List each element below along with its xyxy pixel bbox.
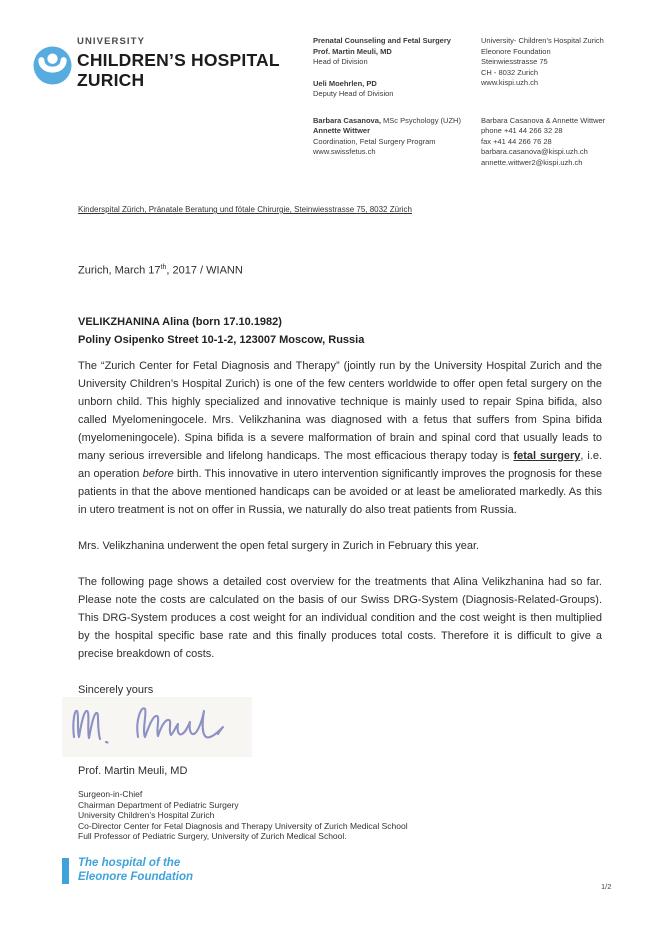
paragraph-3: The following page shows a detailed cost overview for the treatments that Alina Velikzhanina had so far. Please note the costs are calculated on the basis of our Swiss DRG-System (Diagnosis-Related-Groups). This DRG-System produces a cost weight for an individual condition and the cost weight is then multiplied by the hospital specific base rate and this finally produces total costs. Therefore it is difficult to give a precise breakdown of costs. bbox=[78, 576, 602, 660]
street-address: Steinwiesstrasse 75 bbox=[481, 57, 548, 66]
page-number: 1/2 bbox=[601, 882, 612, 891]
footer-brand bbox=[62, 856, 193, 884]
paragraph-1-text2: , i.e. an operation bbox=[78, 450, 602, 480]
phone-number: phone +41 44 266 32 28 bbox=[481, 126, 563, 135]
hospital-url: www.kispi.uzh.ch bbox=[481, 78, 539, 87]
signature-image bbox=[62, 697, 252, 757]
before-emphasis: before bbox=[142, 468, 174, 480]
signer-title-1: Surgeon-in-Chief bbox=[78, 789, 143, 799]
paragraph-1 bbox=[78, 357, 602, 519]
logo-city-label: ZURICH bbox=[77, 70, 145, 90]
footer-line-1: The hospital of the bbox=[78, 857, 181, 869]
fetal-surgery-emphasis: fetal surgery bbox=[513, 450, 581, 462]
date-line bbox=[78, 264, 243, 277]
head-name: Prof. Martin Meuli, MD bbox=[313, 46, 392, 56]
division-title: Prenatal Counseling and Fetal Surgery bbox=[313, 36, 451, 45]
deputy-name: Ueli Moehrlen, PD bbox=[313, 78, 377, 88]
signer-name: Prof. Martin Meuli, MD bbox=[78, 765, 188, 777]
date-suffix: , 2017 / WIANN bbox=[166, 264, 243, 277]
footer-brand-bar-icon bbox=[62, 858, 69, 884]
contact-division-column bbox=[313, 36, 483, 158]
email-address-2: annette.wittwer2@kispi.uzh.ch bbox=[481, 157, 583, 167]
hospital-logo-icon bbox=[33, 46, 72, 85]
closing-salutation: Sincerely yours bbox=[78, 684, 154, 696]
contact-address-column bbox=[481, 36, 651, 168]
signer-title-3: University Children’s Hospital Zurich bbox=[78, 810, 215, 820]
paragraph-2: Mrs. Velikzhanina underwent the open fetal surgery in Zurich in February this year. bbox=[78, 540, 480, 552]
sender-address-line: Kinderspital Zürich, Pränatale Beratung und fötale Chirurgie, Steinwiesstrasse 75, 8032 Zürich bbox=[78, 205, 412, 214]
letter-body bbox=[78, 357, 602, 717]
logo-hospital-label: CHILDREN’S HOSPITAL bbox=[77, 50, 280, 70]
hospital-wordmark bbox=[77, 36, 280, 90]
paragraph-1-text3: birth. This innovative in utero intervention significantly improves the prognosis for these patients in that the above mentioned handicaps can be avoided or at least be ameliorated markedly. As this in utero treatment is not on offer in Russia, we naturally do also treat patients from Russia. bbox=[78, 468, 602, 516]
fax-number: fax +41 44 266 76 28 bbox=[481, 136, 552, 146]
paragraph-1-text: The “Zurich Center for Fetal Diagnosis and Therapy” (jointly run by the University Hospital Zurich and the University Children’s Hospital Zurich) is one of the few centers worldwide to offer open fetal surgery on the unborn child. This highly specialized and innovative technique is mainly used to repair Spina bifida, also called Myelomeningocele. Mrs. Velikzhanina was diagnosed with a fetus that suffers from Spina bifida (myelomeningocele). Spina bifida is a severe malformation of brain and spinal cord that usually leads to many serious irreversible and lifelong handicaps. The most efficacious therapy today is bbox=[78, 360, 602, 462]
signer-title-4: Co-Director Center for Fetal Diagnosis and Therapy University of Zurich Medical School bbox=[78, 820, 408, 831]
deputy-role: Deputy Head of Division bbox=[313, 89, 394, 98]
head-role: Head of Division bbox=[313, 57, 368, 66]
signer-title-2: Chairman Department of Pediatric Surgery bbox=[78, 799, 239, 810]
foundation-name: Eleonore Foundation bbox=[481, 46, 551, 56]
logo-university-label: UNIVERSITY bbox=[77, 36, 146, 47]
coordinator-name: Barbara Casanova, bbox=[313, 115, 381, 125]
org-name: University- Children’s Hospital Zurich bbox=[481, 36, 604, 45]
footer-brand-text bbox=[78, 856, 193, 884]
footer-line-2: Eleonore Foundation bbox=[78, 871, 193, 883]
coordinator-degree: MSc Psychology (UZH) bbox=[380, 115, 461, 125]
swissfetus-url: www.swissfetus.ch bbox=[313, 147, 376, 156]
recipient-block bbox=[78, 313, 364, 349]
coordinator-role: Coordination, Fetal Surgery Program bbox=[313, 136, 436, 146]
recipient-name: VELIKZHANINA Alina (born 17.10.1982) bbox=[78, 316, 282, 328]
coordinator2-name: Annette Wittwer bbox=[313, 126, 371, 135]
city-address: CH - 8032 Zurich bbox=[481, 67, 539, 77]
contact-names: Barbara Casanova & Annette Wittwer bbox=[481, 115, 606, 125]
email-address-1: barbara.casanova@kispi.uzh.ch bbox=[481, 147, 588, 156]
signer-title-5: Full Professor of Pediatric Surgery, University of Zurich Medical School. bbox=[78, 831, 347, 841]
date-ordinal: th bbox=[160, 264, 167, 271]
date-prefix: Zurich, March 17 bbox=[78, 264, 161, 277]
coordinator-line bbox=[313, 116, 483, 127]
signer-titles bbox=[78, 789, 408, 842]
recipient-address: Poliny Osipenko Street 10-1-2, 123007 Moscow, Russia bbox=[78, 334, 365, 346]
